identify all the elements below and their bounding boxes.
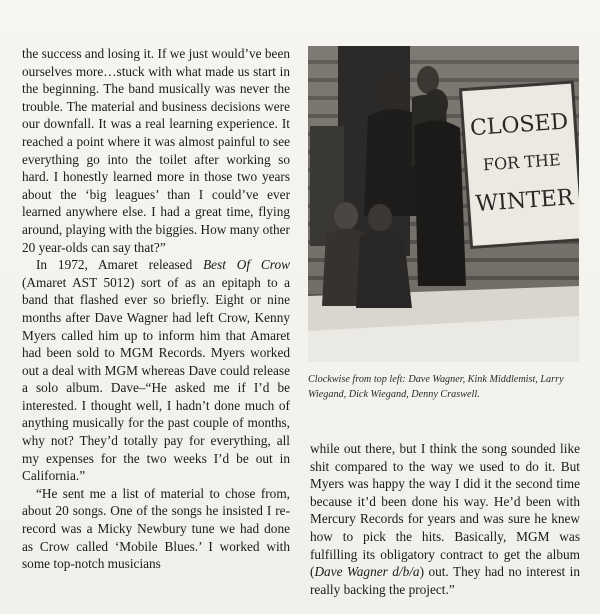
left-paragraph-3: “He sent me a list of material to chose from, about 20 songs. One of the songs he insisted I re-record was a Micky Newbury tune we had done as Crow called ‘Mobile Blues.’ I worked with some top-notch musicians — [22, 485, 290, 572]
sign-text-winter: WINTER — [474, 185, 575, 218]
right-paragraph-lead: while out there, but I think the song sounded like shit compared to the way we used to do it. But Myers was happy the way I did it the second time because it’d been done his way. He’d been with Mercury Records for years and was sure he knew how to pick the hits. Basically, MGM was fulfilling its obligatory contract to get the album ( — [310, 441, 580, 580]
left-paragraph-2 — [22, 256, 290, 485]
left-paragraph-1: the success and losing it. If we just would’ve been ourselves more…stuck with what made us start in the beginning. The band musically was never the trouble. The material and business decisions were our downfall. It was a real learning experience. It reached a point where it was almost painful to see everything go into the toilet after working so hard. I honestly learned more in those two years about the ‘big leagues’ than I could’ve ever learned anywhere else. I had a great time, flying around, playing with the biggies. How many other 20 year-olds can say that?” — [22, 46, 290, 255]
album-title-best-of-crow: Best Of Crow — [203, 257, 291, 273]
photo-caption: Clockwise from top left: Dave Wagner, Kink Middlemist, Larry Wiegand, Dick Wiegand, Denny Craswell. — [308, 374, 564, 400]
album-title-dave-wagner: Dave Wagner d/b/a — [314, 564, 420, 580]
band-photo — [308, 46, 579, 362]
right-text-column — [310, 440, 580, 598]
sign-text-closed: CLOSED — [469, 109, 570, 142]
paragraph-2-lead: In 1972, Amaret released — [36, 257, 204, 273]
right-paragraph-tail: ) out. They had no interest in really backing the project.” — [310, 564, 580, 597]
sign-text-for-the: FOR THE — [482, 150, 562, 175]
left-text-column — [22, 45, 290, 573]
paragraph-2-body: (Amaret AST 5012) sort of as an epitaph to a band that flashed ever so briefly. Eight or nine months after Dave Wagner had left Crow, Kenny Myers called him up to inform him that Amaret had been sold to MGM Records. Myers worked out a deal with MGM whereas Dave could release a solo album. Dave–“He asked me if I’d be interested. I thought well, I hadn’t done much of anything musically for the past couple of months, why not? They’d totally pay for everything, all my expenses for the two weeks I’d be out in California.” — [22, 274, 290, 484]
right-paragraph — [310, 440, 580, 598]
band-photo-illustration — [308, 46, 579, 362]
